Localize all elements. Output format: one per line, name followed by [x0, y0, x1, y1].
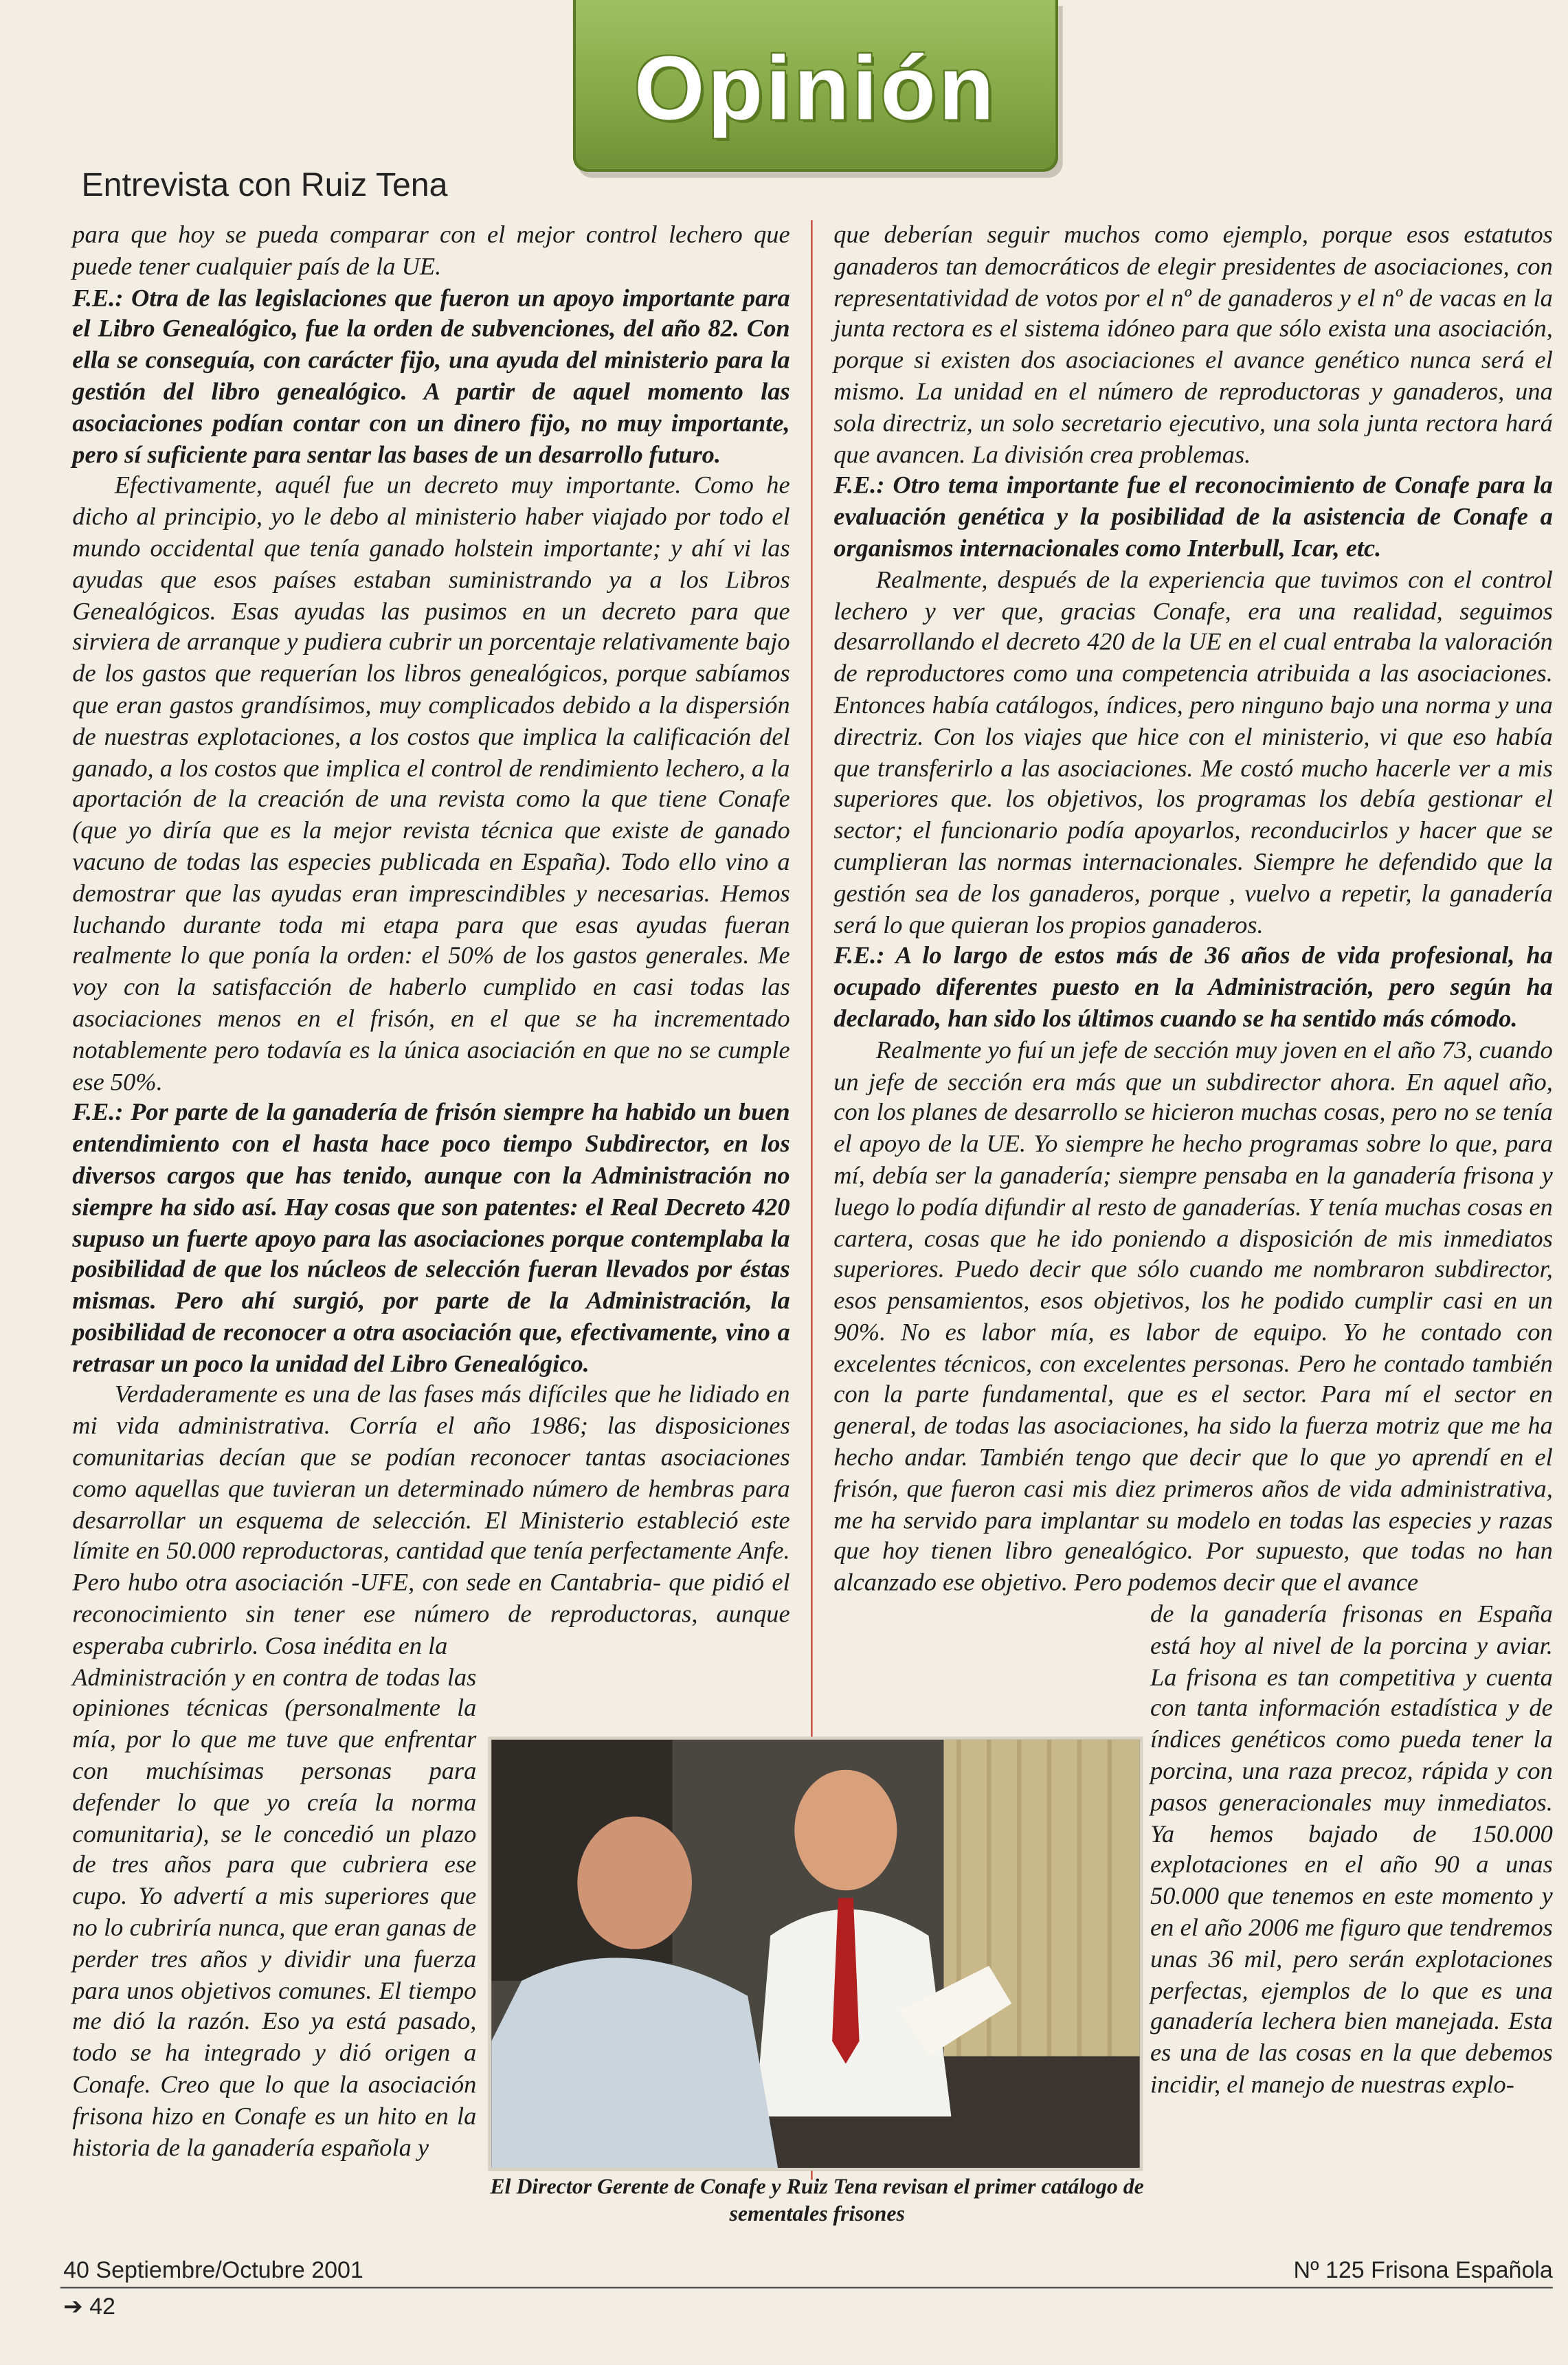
interview-question: F.E.: Por parte de la ganadería de frisón siempre ha habido un buen entendimiento con el hasta hace poco tiempo Subdirector, en los diversos cargos que has tenido, aunque con la Administración no siempre ha sido así. Hay cosas que son patentes: el Real Decreto 420 supuso un fuerte apoyo para las asociaciones porque contemplaba la posibilidad de que los núcleos de selección fueran llevados por éstas mismas. Pero ahí surgió, por parte de la Administración, la posibilidad de reconocer a otra asociación que, efectivamente, vino a retrasar un poco la unidad del Libro Genealógico. [72, 1097, 790, 1378]
interview-question: F.E.: A lo largo de estos más de 36 años de vida profesional, ha ocupado diferentes puesto en la Administración, pero según ha declarado, han sido los últimos cuando se ha sentido más cómodo. [833, 941, 1553, 1033]
interview-question: F.E.: Otra de las legislaciones que fueron un apoyo importante para el Libro Genealógico, fue la orden de subvenciones, del año 82. Con ella se conseguía, con carácter fijo, una ayuda del ministerio para la gestión del libro genealógico. A partir de aquel momento las asociaciones podían contar con un dinero fijo, no muy importante, pero sí suficiente para sentar las bases de un desarrollo futuro. [72, 282, 790, 469]
paragraph-narrow: de la ganadería frisonas en España está hoy al nivel de la porcina y aviar. La frisona es tan competitiva y cuenta con tanta información estadística y de índices genéticos como pueda tener la porcina, una raza precoz, rápida y con pasos generacionales muy inmediatos. Ya hemos bajado de 150.000 explotaciones en el año 90 a unas 50.000 que tenemos en este momento y en el año 2006 me figuro que tendremos unas 36 mil, pero serán explotaciones perfectas, ejemplos de lo que es una ganadería lechera bien manejada. Esta es una de las cosas en la que debemos incidir, el manejo de nuestras explo- [1150, 1599, 1553, 2099]
paragraph-narrow: Administración y en contra de todas las opiniones técnicas (personalmente la mía, por lo que me tuve que enfrentar con muchísimas personas para defender lo que yo creía la norma comunitaria), se le concedió un plazo de tres años para que cubriera ese cupo. Yo advertí a mis superiores que no lo cubriría nunca, que eran ganas de perder tres años y dividir una fuerza para unos objetivos comunes. El tiempo me dió la razón. Eso ya está pasado, todo se ha integrado y dió origen a Conafe. Creo que lo que la asociación frisona hizo en Conafe es un hito en la historia de la ganadería española y [72, 1662, 477, 2162]
photo-caption: El Director Gerente de Conafe y Ruiz Tena revisan el primer catálogo de sementales frisones [490, 2175, 1144, 2227]
photo-illustration [491, 1740, 1139, 2168]
continued-marker: ➔ 42 [63, 2294, 115, 2320]
section-title: Entrevista con Ruiz Tena [81, 166, 448, 204]
paragraph: Verdaderamente es una de las fases más difíciles que he lidiado en mi vida administrativa. Corría el año 1986; las disposiciones comunitarias decían que se podían reconocer tantas asociaciones como aquellas que tuvieran un determinado número de hembras para desarrollar un esquema de selección. El Ministerio estableció este límite en 50.000 reproductoras, cantidad que tenía perfectamente Anfe. Pero hubo otra asociación -UFE, con sede en Cantabria- que pidió el reconocimiento sin tener ese número de reproductoras, aunque esperaba cubrirlo. Cosa inédita en la [72, 1380, 790, 1660]
footer-right: Nº 125 Frisona Española [1293, 2258, 1553, 2284]
photo [489, 1736, 1143, 2171]
paragraph: Efectivamente, aquél fue un decreto muy importante. Como he dicho al principio, yo le debo al ministerio haber viajado por todo el mundo occidental que tenía ganado holstein importante; y ahí vi las ayudas que esos países estaban suministrando ya a los Libros Genealógicos. Esas ayudas las pusimos en un decreto para que sirviera de arranque y pudiera cubrir un porcentaje relativamente bajo de los gastos que requerían los libros genealógicos, porque sabíamos que eran gastos grandísimos, muy complicados debido a la dispersión de nuestras explotaciones, a los costos que implica la calificación del ganado, a los costos que implica el control de rendimiento lechero, a la aportación de la creación de una revista como la que tiene Conafe (que yo diría que es la mejor revista técnica que existe de ganado vacuno de todas las especies publicada en España). Todo ello vino a demostrar que las ayudas eran imprescindibles y necesarias. Hemos luchando durante toda mi etapa para que esas ayudas fueran realmente lo que ponía la orden: el 50% de los gastos generales. Me voy con la satisfacción de haberlo cumplido en casi todas las asociaciones menos en el frisón, en el que se ha incrementado notablemente pero todavía es la única asociación en que no se cumple ese 50%. [72, 471, 790, 1095]
footer-left: 40 Septiembre/Octubre 2001 [63, 2258, 363, 2284]
paragraph: Realmente, después de la experiencia que tuvimos con el control lechero y ver que, gracias Conafe, era una realidad, seguimos desarrollando el decreto 420 de la UE en el cual entraba la valoración de reproductores como una competencia atribuida a las asociaciones. Entonces había catálogos, índices, pero ninguno bajo una norma y una directriz. Con los viajes que hice con el ministerio, vi que eso había que transferirlo a las asociaciones. Me costó mucho hacerle ver a mis superiores que. los objetivos, los programas los debía gestionar el sector; el funcionario podía apoyarlos, reconducirlos y hacer que se cumplieran las normas internacionales. Siempre he defendido que la gestión sea de los ganaderos, porque , vuelvo a repetir, la ganadería será lo que quieran los propios ganaderos. [833, 565, 1553, 939]
banner-title: Opinión [634, 37, 997, 139]
interview-question: F.E.: Otro tema importante fue el reconocimiento de Conafe para la evaluación genética y la posibilidad de la asistencia de Conafe a organismos internacionales como Interbull, Icar, etc. [833, 471, 1553, 563]
footer-rule [60, 2287, 1553, 2288]
paragraph: para que hoy se pueda comparar con el mejor control lechero que puede tener cualquier país de la UE. [72, 220, 790, 280]
paragraph: Realmente yo fuí un jefe de sección muy joven en el año 73, cuando un jefe de sección era más que un subdirector ahora. En aquel año, con los planes de desarrollo se hicieron muchas cosas, pero no se tenía el apoyo de la UE. Yo siempre he hecho programas sobre lo que, para mí, debía ser la ganadería; siempre pensaba en la ganadería frisona y luego lo podía difundir al resto de ganaderías. Y tenía muchas cosas en cartera, cosas que he ido poniendo a disposición de mis inmediatos superiores. Puedo decir que sólo cuando me nombraron subdirector, esos pensamientos, esos objetivos, los he podido cumplir casi en un 90%. No es labor mía, es labor de equipo. Yo he contado con excelentes técnicos, con excelentes personas. Pero he contado también con la parte fundamental, que es el sector. Para mí el sector en general, de todas las asociaciones, ha sido la fuerza motriz que me ha hecho andar. También tengo que decir que lo que yo aprendí en el frisón, que fueron casi mis diez primeros años de vida administrativa, me ha servido para implantar su modelo en todas las especies y razas que hoy tienen libro genealógico. Por supuesto, que todas no han alcanzado ese objetivo. Pero podemos decir que el avance [833, 1035, 1553, 1598]
paragraph: que deberían seguir muchos como ejemplo, porque esos estatutos ganaderos tan democráticos de elegir presidentes de asociaciones, con representatividad de votos por el nº de ganaderos y el nº de vacas en la junta rectora es el sistema idóneo para que sólo exista una asociación, porque si existen dos asociaciones el avance genético nunca será el mismo. La unidad en el número de reproductoras y ganaderos, una sola directriz, un solo secretario ejecutivo, una sola junta rectora hará que avancen. La división crea problemas. [833, 220, 1553, 469]
section-banner [573, 0, 1058, 172]
